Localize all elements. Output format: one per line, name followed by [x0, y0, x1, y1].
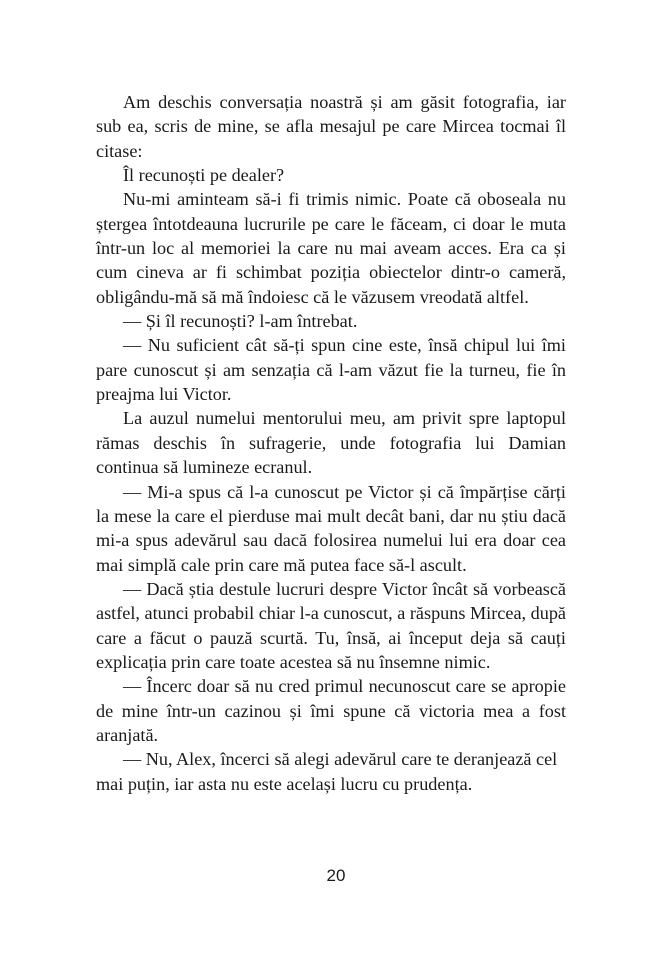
paragraph-7: — Mi-a spus că l-a cunoscut pe Victor și că împărțise cărți la mese la care el pierduse mai mult decât bani, dar nu știu dacă mi-a spus adevărul sau dacă folosirea numelui lui era doar cea mai simplă cale prin care mă putea face să-l ascult.	[96, 481, 566, 575]
paragraph-4: — Și îl recunoști? l-am întrebat.	[123, 311, 358, 332]
paragraph-1: Am deschis conversația noastră și am găsit fotografia, iar sub ea, scris de mine, se afla mesajul pe care Mircea tocmai îl citase:	[96, 92, 566, 161]
paragraph-5: — Nu suficient cât să-ți spun cine este, însă chipul lui îmi pare cunoscut și am senzația că l-am văzut fie la turneu, fie în preajma lui Victor.	[96, 335, 566, 405]
paragraph-9: — Încerc doar să nu cred primul necunoscut care se apropie de mine într-un cazinou și îmi spune că victoria mea a fost aranjată.	[96, 676, 566, 745]
paragraph-6: La auzul numelui mentorului meu, am privit spre laptopul rămas deschis în sufragerie, unde fotografia lui Damian continua să lumineze ecranul.	[96, 408, 566, 478]
paragraph-2: Îl recunoști pe dealer?	[123, 165, 285, 186]
page-number: 20	[326, 866, 346, 885]
paragraph-10: — Nu, Alex, încerci să alegi adevărul care te deranjează cel mai puțin, iar asta nu este același lucru cu prudența.	[96, 749, 558, 794]
paragraph-8: — Dacă știa destule lucruri despre Victor încât să vorbească astfel, atunci probabil chiar l-a cunoscut, a răspuns Mircea, după care a făcut o pauză scurtă. Tu, însă, ai început deja să cauți explicația prin care toate acestea să nu însemne nimic.	[96, 578, 566, 672]
page-body	[96, 90, 566, 796]
paragraph-3: Nu-mi aminteam să-i fi trimis nimic. Poate că oboseala nu ștergea întotdeauna lucrurile pe care le făceam, ci doar le muta într-un loc al memoriei la care nu mai aveam acces. Era ca și cum cineva ar fi schimbat poziția obiectelor dintr-o cameră, obligându-mă să mă îndoiesc că le văzusem vreodată altfel.	[96, 189, 566, 307]
